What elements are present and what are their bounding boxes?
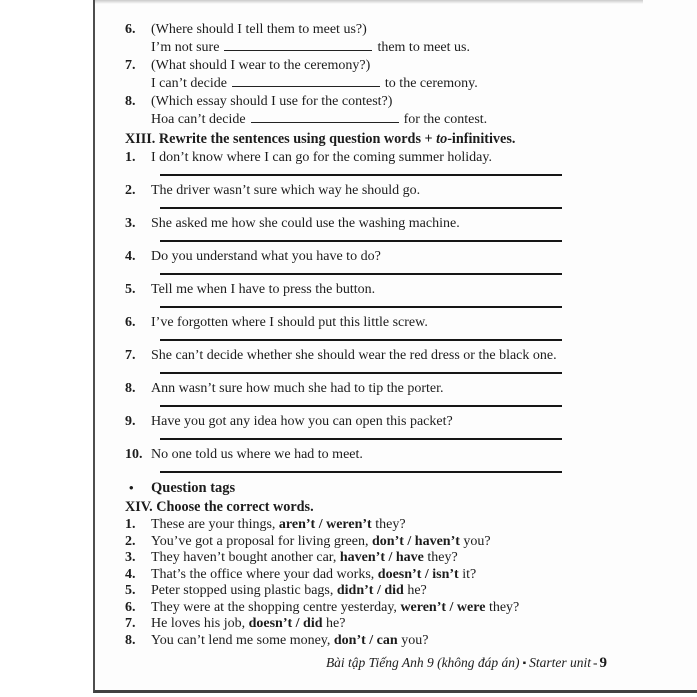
item-number: 9.: [125, 414, 136, 429]
answer-line: [160, 405, 562, 407]
rewrite-item: [125, 182, 669, 209]
tag-item: [125, 633, 669, 650]
item-question: (Which essay should I use for the contest?): [151, 94, 393, 109]
answer-post-text: to the ceremony.: [384, 76, 478, 91]
bullet-icon: •: [129, 480, 134, 495]
item-sentence: No one told us where we had to meet.: [151, 447, 363, 462]
answer-line: [160, 207, 562, 209]
heading-text: XIII. Rewrite the sentences using question words +: [125, 131, 437, 147]
exercise-xiv-heading: XIV. Choose the correct words.: [125, 499, 314, 515]
item-number: 7.: [125, 616, 136, 631]
tag-choices: haven’t / have: [339, 550, 424, 565]
rewrite-item: [125, 281, 669, 308]
page-number: 9: [599, 655, 607, 671]
rewrite-item: [125, 413, 669, 440]
item-question: (What should I wear to the ceremony?): [151, 58, 371, 73]
tag-post-text: it?: [458, 566, 477, 582]
tag-item: [125, 616, 669, 633]
page-top-edge-shadow: [95, 0, 643, 4]
item-sentence: Do you understand what you have to do?: [151, 249, 381, 264]
rewrite-item: [125, 248, 669, 275]
item-number: 8.: [125, 381, 136, 396]
answer-line: [160, 273, 562, 275]
item-number: 1.: [125, 517, 136, 532]
question-tags-section: [125, 517, 669, 649]
exercise-xiii-heading: [125, 129, 669, 149]
answer-pre-text: Hoa can’t decide: [151, 112, 246, 127]
rewrite-section: [125, 149, 669, 473]
item-number: 8.: [125, 632, 136, 648]
answer-line: [160, 240, 562, 242]
footer-book-title: Bài tập Tiếng Anh 9 (không đáp án): [325, 655, 520, 670]
workbook-page: [93, 0, 697, 693]
tag-pre-text: These are your things,: [151, 517, 279, 532]
tag-pre-text: They haven’t bought another car,: [151, 550, 340, 565]
rewrite-item: [125, 215, 669, 242]
question-tags-title: [125, 479, 669, 497]
item-number: 3.: [125, 216, 136, 231]
item-number: 5.: [125, 282, 136, 297]
item-number: 6.: [125, 22, 136, 37]
item-number: 4.: [125, 566, 136, 582]
tag-post-text: they?: [423, 550, 458, 565]
item-sentence: Ann wasn’t sure how much she had to tip the porter.: [151, 381, 444, 396]
completion-item: [125, 57, 669, 93]
tag-post-text: you?: [459, 533, 491, 549]
answer-line: [160, 174, 562, 176]
item-sentence: She can’t decide whether she should wear the red dress or the black one.: [151, 348, 557, 363]
item-sentence: I’ve forgotten where I should put this little screw.: [151, 315, 428, 330]
blank-underline: [224, 39, 372, 51]
item-number: 7.: [125, 58, 136, 73]
item-number: 2.: [125, 183, 136, 198]
tag-pre-text: They were at the shopping centre yesterday,: [151, 599, 401, 615]
item-number: 5.: [125, 583, 136, 598]
answer-line: [160, 339, 562, 341]
tag-pre-text: He loves his job,: [151, 616, 249, 631]
tag-item: [125, 567, 669, 584]
footer-dash: -: [593, 655, 598, 670]
rewrite-item: [125, 314, 669, 341]
blank-underline: [232, 75, 380, 87]
item-sentence: I don’t know where I can go for the coming summer holiday.: [151, 150, 492, 165]
tag-choices: doesn’t / isn’t: [377, 566, 459, 582]
heading-text: -infinitives.: [447, 131, 516, 147]
tag-pre-text: Peter stopped using plastic bags,: [151, 583, 337, 598]
tag-pre-text: You can’t lend me some money,: [151, 632, 334, 648]
answer-line: [160, 471, 562, 473]
item-number: 6.: [125, 599, 136, 615]
item-number: 7.: [125, 348, 136, 363]
tag-choices: didn’t / did: [336, 583, 404, 598]
item-question: (Where should I tell them to meet us?): [151, 22, 367, 37]
rewrite-item: [125, 347, 669, 374]
tag-choices: doesn’t / did: [248, 616, 323, 631]
answer-post-text: them to meet us.: [377, 40, 470, 55]
item-sentence: She asked me how she could use the washing machine.: [151, 216, 460, 231]
answer-post-text: for the contest.: [403, 112, 488, 127]
item-number: 2.: [125, 533, 136, 549]
completion-item: [125, 21, 669, 57]
item-number: 4.: [125, 249, 136, 264]
item-number: 1.: [125, 150, 136, 165]
answer-line: [160, 306, 562, 308]
item-number: 3.: [125, 550, 136, 565]
tag-item: [125, 550, 669, 567]
tag-post-text: he?: [403, 583, 427, 598]
rewrite-item: [125, 149, 669, 176]
tag-item: [125, 583, 669, 600]
tag-item: [125, 517, 669, 534]
rewrite-item: [125, 446, 669, 473]
item-number: 10.: [125, 447, 143, 462]
item-sentence: Tell me when I have to press the button.: [151, 282, 376, 297]
tag-choices: weren’t / were: [400, 599, 486, 615]
tag-post-text: he?: [322, 616, 346, 631]
tag-item: [125, 534, 669, 551]
answer-pre-text: I can’t decide: [151, 76, 227, 91]
square-separator-icon: ▪: [522, 658, 527, 669]
item-number: 8.: [125, 94, 136, 109]
heading-italic-word: to: [436, 131, 448, 147]
item-number: 6.: [125, 315, 136, 330]
completion-item: [125, 93, 669, 129]
footer-unit-name: Starter unit: [529, 655, 591, 670]
completion-section: [125, 21, 669, 129]
tag-post-text: they?: [371, 517, 406, 532]
tag-pre-text: That’s the office where your dad works,: [151, 566, 378, 582]
tag-choices: aren’t / weren’t: [278, 517, 372, 532]
tag-post-text: they?: [485, 599, 520, 615]
page-footer: [125, 655, 669, 672]
blank-underline: [251, 111, 399, 123]
rewrite-item: [125, 380, 669, 407]
tag-choices: don’t / haven’t: [372, 533, 460, 549]
tag-post-text: you?: [397, 632, 429, 648]
answer-pre-text: I’m not sure: [151, 40, 220, 55]
answer-line: [160, 438, 562, 440]
tag-item: [125, 600, 669, 617]
answer-line: [160, 372, 562, 374]
title-text: Question tags: [151, 480, 236, 496]
tag-choices: don’t / can: [333, 632, 398, 648]
item-sentence: Have you got any idea how you can open this packet?: [151, 414, 453, 429]
item-sentence: The driver wasn’t sure which way he should go.: [151, 183, 421, 198]
tag-pre-text: You’ve got a proposal for living green,: [151, 533, 372, 549]
